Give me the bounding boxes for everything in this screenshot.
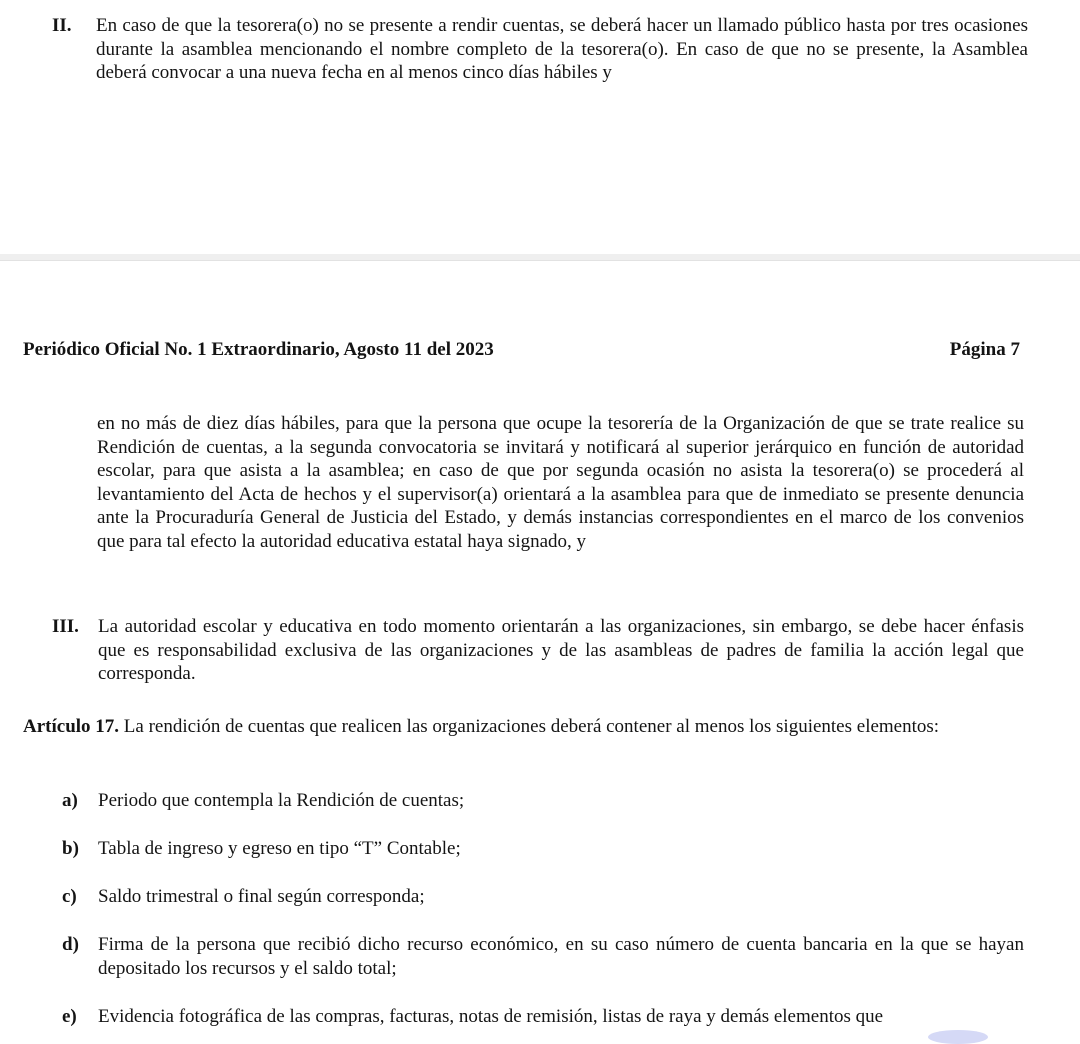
scan-artifact bbox=[928, 1030, 988, 1044]
list-item bbox=[62, 1005, 1024, 1029]
numbered-item-ii bbox=[52, 14, 1028, 85]
list-item-text: Periodo que contempla la Rendición de cuentas; bbox=[98, 790, 465, 811]
page-number: Página 7 bbox=[949, 339, 1020, 360]
list-item bbox=[62, 885, 1024, 909]
list-item-label: c) bbox=[62, 886, 77, 907]
numbered-item-iii bbox=[52, 615, 1024, 686]
list-item-text: Firma de la persona que recibió dicho recurso económico, en su caso número de cuenta bancaria en la que se hayan depositado los recursos y el saldo total; bbox=[98, 934, 1024, 979]
list-item bbox=[62, 789, 1024, 813]
item-text: La autoridad escolar y educativa en todo momento orientarán a las organizaciones, sin embargo, se debe hacer énfasis que es responsabilidad exclusiva de las organizaciones y de las asambleas de padres de familia la acción legal que corresponda. bbox=[98, 616, 1024, 684]
item-text: En caso de que la tesorera(o) no se presente a rendir cuentas, se deberá hacer un llamado público hasta por tres ocasiones durante la asamblea mencionando el nombre completo de la tesorera(o). En caso de que no se presente, la Asamblea deberá convocar a una nueva fecha en al menos cinco días hábiles y bbox=[96, 15, 1028, 83]
list-item-label: e) bbox=[62, 1006, 77, 1027]
list-item-text: Tabla de ingreso y egreso en tipo “T” Contable; bbox=[98, 838, 461, 859]
page-separator-line bbox=[0, 260, 1080, 261]
item-numeral: II. bbox=[52, 15, 72, 36]
list-item-label: b) bbox=[62, 838, 79, 859]
continuation-paragraph: en no más de diez días hábiles, para que la persona que ocupe la tesorería de la Organización de que se trate realice su Rendición de cuentas, a la segunda convocatoria se invitará y notificará al superior jerárquico en función de autoridad escolar, para que asista a la asamblea; en caso de que por segunda ocasión no asista la tesorera(o) se procederá al levantamiento del Acta de hechos y el supervisor(a) orientará a la asamblea para que de inmediato se presente denuncia ante la Procuraduría General de Justicia del Estado, y demás instancias correspondientes en el marco de los convenios que para tal efecto la autoridad educativa estatal haya signado, y bbox=[97, 413, 1024, 552]
list-item-text: Saldo trimestral o final según corresponda; bbox=[98, 886, 425, 907]
item-numeral: III. bbox=[52, 616, 79, 637]
article-text: La rendición de cuentas que realicen las organizaciones deberá contener al menos los siguientes elementos: bbox=[119, 716, 940, 737]
list-item bbox=[62, 933, 1024, 980]
list-item bbox=[62, 837, 1024, 861]
article-label: Artículo 17. bbox=[23, 716, 120, 737]
list-item-label: a) bbox=[62, 790, 78, 811]
list-item-text: Evidencia fotográfica de las compras, facturas, notas de remisión, listas de raya y demás elementos que bbox=[98, 1006, 884, 1027]
list-item-label: d) bbox=[62, 934, 79, 955]
article-17-paragraph bbox=[23, 715, 1024, 739]
publication-title: Periódico Oficial No. 1 Extraordinario, Agosto 11 del 2023 bbox=[23, 339, 494, 360]
